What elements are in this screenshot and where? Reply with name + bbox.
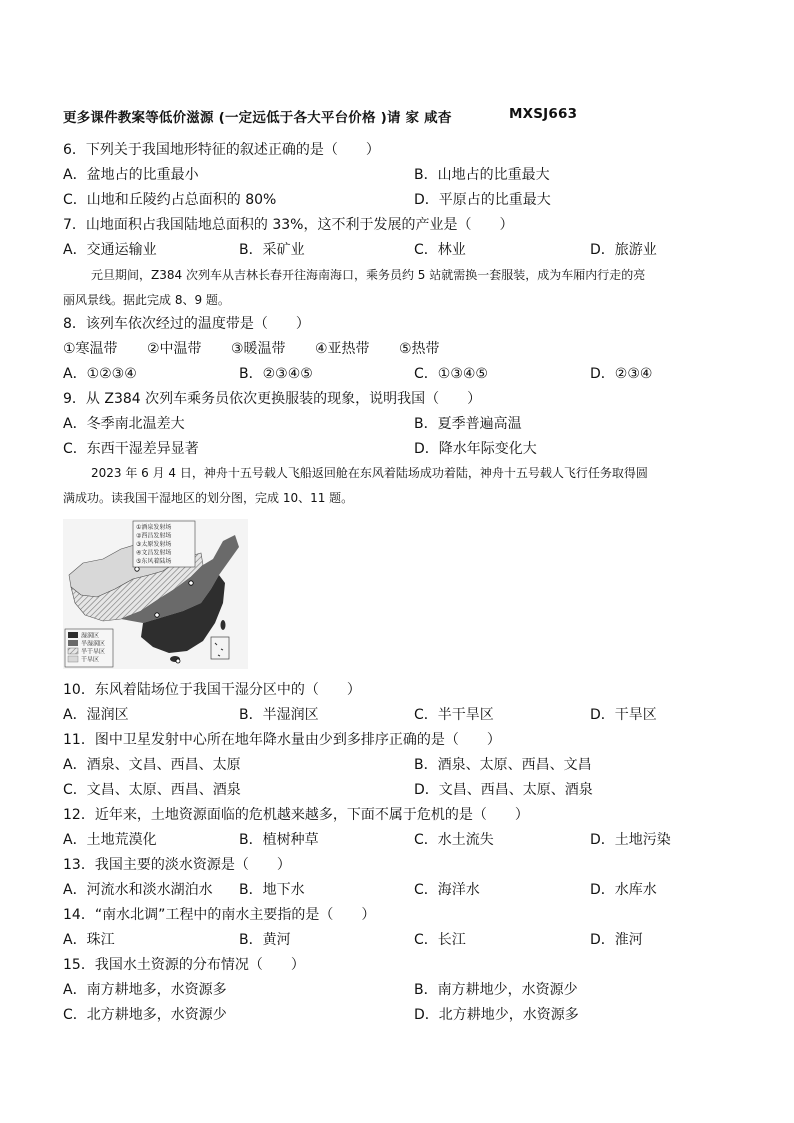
material-passage-1: [63, 263, 731, 313]
question-7-option-a: A．交通运输业: [63, 242, 157, 258]
question-14-option-a: A．珠江: [63, 932, 115, 948]
material-1-line-2: 丽风景线。据此完成 8、9 题。: [63, 293, 230, 307]
marker-xichang: [155, 613, 159, 617]
question-10-option-d: D．干旱区: [590, 707, 657, 723]
question-6-stem: 6．下列关于我国地形特征的叙述正确的是（ ）: [63, 142, 380, 158]
question-7-stem: 7．山地面积占我国陆地总面积的 33%，这不利于发展的产业是（ ）: [63, 217, 514, 233]
question-14-option-c: C．长江: [414, 932, 466, 948]
question-12-stem: 12．近年来，土地资源面临的危机越来越多，下面不属于危机的是（ ）: [63, 807, 529, 823]
legend-region-2: 半湿润区: [81, 640, 106, 648]
question-12-option-b: B．植树种草: [239, 832, 319, 848]
header-banner: [63, 106, 763, 126]
legend-swatch-semi-arid: [68, 648, 78, 654]
question-9-option-d: D．降水年际变化大: [414, 441, 537, 457]
question-7-option-b: B．采矿业: [239, 242, 305, 258]
legend-swatch-semi-humid: [68, 640, 78, 646]
marker-wenchang: [176, 659, 180, 663]
question-11-option-c: C．文昌、太原、西昌、酒泉: [63, 782, 241, 798]
question-7-option-c: C．林业: [414, 242, 466, 258]
legend-region-1: 湿润区: [81, 632, 100, 640]
taiwan-island: [221, 620, 226, 630]
question-11-option-d: D．文昌、西昌、太原、酒泉: [414, 782, 593, 798]
material-passage-2: [63, 461, 731, 511]
material-2-line-1: 2023 年 6 月 4 日，神舟十五号载人飞船返回舱在东风着陆场成功着陆，神舟十五号载人飞行任务取得圆: [91, 466, 648, 480]
question-13-stem: 13．我国主要的淡水资源是（ ）: [63, 857, 291, 873]
question-9-option-b: B．夏季普遍高温: [414, 416, 522, 432]
question-8-item-3: ③暖温带: [231, 341, 286, 357]
marker-jiuquan: [135, 567, 139, 571]
question-14-option-b: B．黄河: [239, 932, 291, 948]
question-12-option-c: C．水土流失: [414, 832, 494, 848]
question-13-option-b: B．地下水: [239, 882, 305, 898]
legend-region-4: 干旱区: [81, 656, 100, 664]
legend-region-3: 半干旱区: [81, 648, 106, 656]
question-15-option-a: A．南方耕地多，水资源多: [63, 982, 227, 998]
question-11-stem: 11．图中卫星发射中心所在地年降水量由少到多排序正确的是（ ）: [63, 732, 501, 748]
question-6-option-a: A．盆地占的比重最小: [63, 167, 199, 183]
question-15-option-b: B．南方耕地少，水资源少: [414, 982, 578, 998]
question-15-stem: 15．我国水土资源的分布情况（ ）: [63, 957, 305, 973]
legend-site-4: ④文昌发射场: [136, 549, 172, 557]
question-14-option-d: D．淮河: [590, 932, 643, 948]
question-10-option-c: C．半干旱区: [414, 707, 494, 723]
question-14-stem: 14．“南水北调”工程中的南水主要指的是（ ）: [63, 907, 376, 923]
question-8-option-b: B．②③④⑤: [239, 366, 313, 382]
question-8-option-a: A．①②③④: [63, 366, 137, 382]
question-10-option-b: B．半湿润区: [239, 707, 319, 723]
question-13-option-c: C．海洋水: [414, 882, 480, 898]
legend-site-2: ②西昌发射场: [136, 532, 172, 540]
question-9-option-c: C．东西干湿差异显著: [63, 441, 199, 457]
china-dry-wet-regions-map: [63, 519, 248, 669]
question-8-option-d: D．②③④: [590, 366, 653, 382]
map-svg: [63, 519, 248, 669]
question-9-stem: 9．从 Z384 次列车乘务员依次更换服装的现象，说明我国（ ）: [63, 391, 482, 407]
legend-swatch-humid: [68, 632, 78, 638]
header-code: MXSJ663: [509, 106, 578, 122]
question-8-item-4: ④亚热带: [315, 341, 370, 357]
question-7-option-d: D．旅游业: [590, 242, 657, 258]
legend-site-5: ⑤东风着陆场: [136, 558, 172, 565]
question-13-option-d: D．水库水: [590, 882, 657, 898]
question-6-option-d: D．平原占的比重最大: [414, 192, 551, 208]
question-10-option-a: A．湿润区: [63, 707, 129, 723]
question-9-option-a: A．冬季南北温差大: [63, 416, 185, 432]
question-15-option-c: C．北方耕地多，水资源少: [63, 1007, 227, 1023]
question-8-item-5: ⑤热带: [399, 341, 440, 357]
material-1-line-1: 元旦期间，Z384 次列车从吉林长春开往海南海口，乘务员约 5 站就需换一套服装，成为车厢内行走的亮: [91, 268, 646, 282]
question-8-stem: 8．该列车依次经过的温度带是（ ）: [63, 316, 310, 332]
header-text: 更多课件教案等低价滋源 (一定远低于各大平台价格 )请 家 咸杳: [63, 110, 452, 126]
question-12-option-a: A．土地荒漠化: [63, 832, 157, 848]
question-12-option-d: D．土地污染: [590, 832, 671, 848]
marker-taiyuan: [189, 581, 193, 585]
legend-site-1: ①酒泉发射场: [136, 524, 172, 531]
question-11-option-a: A．酒泉、文昌、西昌、太原: [63, 757, 241, 773]
question-8-item-1: ①寒温带: [63, 341, 118, 357]
question-15-option-d: D．北方耕地少，水资源多: [414, 1007, 579, 1023]
question-8-option-c: C．①③④⑤: [414, 366, 488, 382]
question-6-option-c: C．山地和丘陵约占总面积的 80%: [63, 192, 277, 208]
legend-swatch-arid: [68, 656, 78, 662]
material-2-line-2: 满成功。读我国干湿地区的划分图，完成 10、11 题。: [63, 491, 354, 505]
question-11-option-b: B．酒泉、太原、西昌、文昌: [414, 757, 592, 773]
question-8-item-2: ②中温带: [147, 341, 202, 357]
question-13-option-a: A．河流水和淡水湖泊水: [63, 882, 213, 898]
question-10-stem: 10．东风着陆场位于我国干湿分区中的（ ）: [63, 682, 361, 698]
question-6-option-b: B．山地占的比重最大: [414, 167, 550, 183]
legend-site-3: ③太原发射场: [136, 541, 172, 548]
